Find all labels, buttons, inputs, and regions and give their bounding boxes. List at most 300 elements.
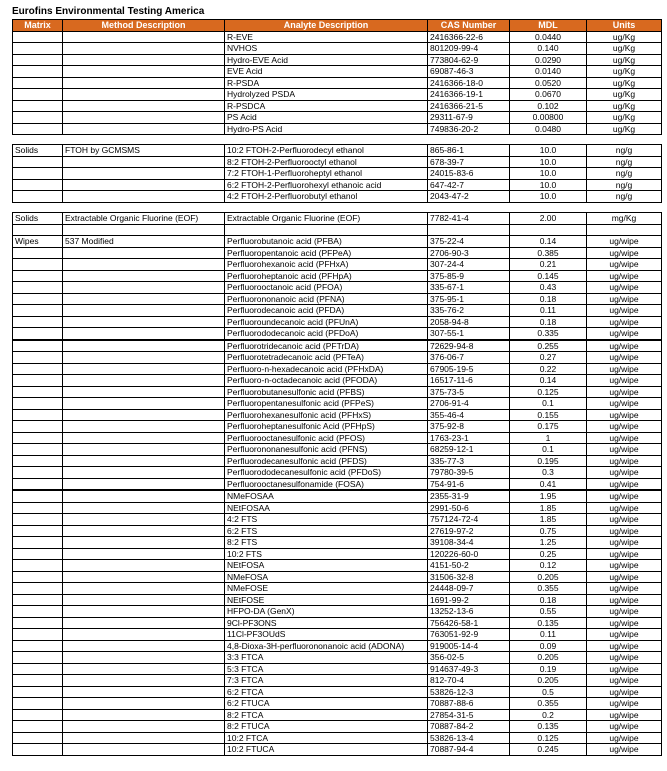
cas-cell: 355-46-4 [428,409,510,421]
cas-cell: 72629-94-8 [428,340,510,352]
analyte-cell: Perfluoroundecanoic acid (PFUnA) [225,316,428,328]
method-cell [63,571,225,583]
cas-cell: 754-91-6 [428,478,510,490]
method-cell [63,640,225,652]
table-row [13,398,662,410]
units-cell: ug/Kg [587,31,662,43]
mdl-cell: 0.22 [510,363,587,375]
cas-cell: 757124-72-4 [428,514,510,526]
table-row [13,721,662,733]
cas-cell: 4151-50-2 [428,560,510,572]
units-cell: ug/Kg [587,66,662,78]
cas-cell: 375-95-1 [428,293,510,305]
method-cell [63,721,225,733]
table-row [13,191,662,203]
method-cell [63,398,225,410]
matrix-cell [13,525,63,537]
matrix-cell [13,455,63,467]
matrix-cell: Solids [13,145,63,157]
mdl-cell: 0.09 [510,640,587,652]
units-cell: ug/wipe [587,305,662,317]
analyte-cell: 10:2 FTOH-2-Perfluorodecyl ethanol [225,145,428,157]
mdl-cell: 0.25 [510,548,587,560]
analyte-table-section-2 [12,144,662,203]
mdl-cell: 0.14 [510,375,587,387]
table-header-row [13,20,662,32]
matrix-cell [13,398,63,410]
method-cell [63,478,225,490]
mdl-cell: 0.145 [510,270,587,282]
units-cell: ug/wipe [587,236,662,248]
cas-cell: 67905-19-5 [428,363,510,375]
mdl-cell: 0.0520 [510,77,587,89]
method-cell [63,43,225,55]
table-row [13,514,662,526]
analyte-cell: Hydro-PS Acid [225,123,428,135]
units-cell: ug/wipe [587,606,662,618]
analyte-cell: Perfluorotridecanoic acid (PFTrDA) [225,340,428,352]
matrix-cell: Wipes [13,236,63,248]
mdl-cell [510,224,587,236]
table-row [13,112,662,124]
units-cell: ug/wipe [587,548,662,560]
cas-cell: 678-39-7 [428,156,510,168]
units-cell: ug/wipe [587,259,662,271]
cas-cell: 375-92-8 [428,421,510,433]
units-cell: ug/wipe [587,282,662,294]
table-row [13,305,662,317]
method-cell [63,502,225,514]
method-cell: FTOH by GCMSMS [63,145,225,157]
matrix-cell [13,617,63,629]
cas-cell: 2043-47-2 [428,191,510,203]
matrix-cell [13,168,63,180]
method-cell [63,525,225,537]
matrix-cell [13,629,63,641]
mdl-cell: 0.205 [510,675,587,687]
cas-cell: 120226-60-0 [428,548,510,560]
units-cell: ug/wipe [587,571,662,583]
units-cell: ug/wipe [587,328,662,340]
mdl-cell: 0.335 [510,328,587,340]
matrix-cell [13,293,63,305]
mdl-cell: 0.355 [510,698,587,710]
header-units: Units [587,20,662,32]
method-cell [63,270,225,282]
cas-cell: 1763-23-1 [428,432,510,444]
cas-cell: 919005-14-4 [428,640,510,652]
analyte-cell: Hydro-EVE Acid [225,54,428,66]
matrix-cell [13,652,63,664]
method-cell [63,77,225,89]
matrix-cell [13,328,63,340]
cas-cell: 749836-20-2 [428,123,510,135]
units-cell: ug/wipe [587,340,662,352]
mdl-cell: 0.11 [510,305,587,317]
analyte-cell: 4:2 FTOH-2-Perfluorobutyl ethanol [225,191,428,203]
matrix-cell [13,191,63,203]
mdl-cell: 0.21 [510,259,587,271]
cas-cell: 2355-31-9 [428,490,510,502]
mdl-cell: 0.385 [510,247,587,259]
matrix-cell [13,514,63,526]
method-cell [63,606,225,618]
mdl-cell: 1.85 [510,502,587,514]
method-cell [63,652,225,664]
cas-cell: 2416366-21-5 [428,100,510,112]
matrix-cell [13,421,63,433]
mdl-cell: 0.245 [510,744,587,756]
analyte-cell: 7:2 FTOH-1-Perfluoroheptyl ethanol [225,168,428,180]
analyte-cell [225,224,428,236]
table-row [13,444,662,456]
matrix-cell [13,537,63,549]
units-cell: ug/wipe [587,629,662,641]
method-cell [63,328,225,340]
matrix-cell [13,709,63,721]
cas-cell: 2058-94-8 [428,316,510,328]
mdl-cell: 0.0290 [510,54,587,66]
method-cell [63,709,225,721]
analyte-cell: 8:2 FTS [225,537,428,549]
method-cell [63,112,225,124]
method-cell [63,490,225,502]
table-row [13,236,662,248]
method-cell [63,514,225,526]
analyte-cell: NVHOS [225,43,428,55]
units-cell: ug/wipe [587,732,662,744]
cas-cell: 375-73-5 [428,386,510,398]
method-cell [63,537,225,549]
table-row [13,31,662,43]
analyte-cell: Perfluoropentanesulfonic acid (PFPeS) [225,398,428,410]
analyte-cell: 4,8-Dioxa-3H-perfluorononanoic acid (ADONA) [225,640,428,652]
cas-cell: 16517-11-6 [428,375,510,387]
mdl-cell: 0.1 [510,444,587,456]
units-cell: ug/wipe [587,467,662,479]
units-cell: ug/wipe [587,352,662,364]
method-cell [63,444,225,456]
units-cell: ug/wipe [587,744,662,756]
cas-cell: 24015-83-6 [428,168,510,180]
matrix-cell [13,560,63,572]
matrix-cell [13,490,63,502]
mdl-cell: 0.0480 [510,123,587,135]
matrix-cell [13,409,63,421]
units-cell [587,224,662,236]
matrix-cell [13,247,63,259]
matrix-cell [13,112,63,124]
header-method-description: Method Description [63,20,225,32]
table-row [13,213,662,225]
method-cell [63,89,225,101]
analyte-cell: NEtFOSE [225,594,428,606]
table-row [13,583,662,595]
cas-cell: 27854-31-5 [428,709,510,721]
analyte-cell: NEtFOSA [225,560,428,572]
analyte-cell: 10:2 FTS [225,548,428,560]
mdl-cell: 0.135 [510,617,587,629]
method-cell [63,247,225,259]
units-cell: ug/Kg [587,100,662,112]
table-row [13,560,662,572]
matrix-cell [13,698,63,710]
table-row [13,43,662,55]
units-cell: ug/wipe [587,721,662,733]
analyte-cell: 6:2 FTOH-2-Perfluorohexyl ethanoic acid [225,179,428,191]
matrix-cell [13,352,63,364]
analyte-cell: Perfluoro-n-octadecanoic acid (PFODA) [225,375,428,387]
units-cell: ng/g [587,179,662,191]
method-cell [63,305,225,317]
analyte-cell: 7:3 FTCA [225,675,428,687]
units-cell: ug/wipe [587,293,662,305]
analyte-cell: NMeFOSA [225,571,428,583]
cas-cell [428,224,510,236]
table-row [13,282,662,294]
method-cell [63,560,225,572]
cas-cell: 2706-91-4 [428,398,510,410]
method-cell [63,594,225,606]
mdl-cell: 0.2 [510,709,587,721]
cas-cell: 79780-39-5 [428,467,510,479]
method-cell [63,54,225,66]
mdl-cell: 0.3 [510,467,587,479]
matrix-cell [13,732,63,744]
mdl-cell: 0.18 [510,293,587,305]
table-row [13,259,662,271]
table-row [13,168,662,180]
method-cell [63,663,225,675]
method-cell [63,340,225,352]
mdl-cell: 0.75 [510,525,587,537]
mdl-cell: 10.0 [510,179,587,191]
cas-cell: 763051-92-9 [428,629,510,641]
units-cell: ug/wipe [587,686,662,698]
header-mdl: MDL [510,20,587,32]
matrix-cell [13,467,63,479]
matrix-cell [13,721,63,733]
table-row [13,156,662,168]
matrix-cell [13,502,63,514]
analyte-cell: 6:2 FTS [225,525,428,537]
table-row [13,352,662,364]
matrix-cell [13,100,63,112]
analyte-cell: 10:2 FTCA [225,732,428,744]
cas-cell: 2706-90-3 [428,247,510,259]
analyte-cell: Perfluorononanesulfonic acid (PFNS) [225,444,428,456]
method-cell [63,432,225,444]
mdl-cell: 0.125 [510,732,587,744]
method-cell [63,617,225,629]
units-cell: ug/wipe [587,375,662,387]
units-cell: ug/Kg [587,43,662,55]
cas-cell: 2416366-19-1 [428,89,510,101]
analyte-cell: 9Cl-PF3ONS [225,617,428,629]
table-row [13,571,662,583]
cas-cell: 375-22-4 [428,236,510,248]
cas-cell: 7782-41-4 [428,213,510,225]
method-cell [63,386,225,398]
table-row [13,548,662,560]
table-row [13,432,662,444]
mdl-cell: 0.102 [510,100,587,112]
mdl-cell: 0.205 [510,652,587,664]
table-row [13,467,662,479]
mdl-cell: 0.0670 [510,89,587,101]
table-row [13,66,662,78]
mdl-cell: 0.0440 [510,31,587,43]
units-cell: ug/wipe [587,502,662,514]
mdl-cell: 0.11 [510,629,587,641]
units-cell: ug/wipe [587,583,662,595]
cas-cell: 68259-12-1 [428,444,510,456]
mdl-cell: 10.0 [510,168,587,180]
mdl-cell: 0.135 [510,721,587,733]
table-row [13,77,662,89]
matrix-cell: Solids [13,213,63,225]
cas-cell: 335-77-3 [428,455,510,467]
matrix-cell [13,224,63,236]
table-row [13,675,662,687]
table-row [13,375,662,387]
analyte-cell: 6:2 FTCA [225,686,428,698]
matrix-cell [13,675,63,687]
table-row [13,663,662,675]
units-cell: ug/wipe [587,594,662,606]
mdl-cell: 0.14 [510,236,587,248]
analyte-cell: Perfluorodecanesulfonic acid (PFDS) [225,455,428,467]
units-cell: ug/wipe [587,316,662,328]
table-row [13,293,662,305]
method-cell [63,156,225,168]
units-cell: ug/wipe [587,444,662,456]
table-row [13,340,662,352]
table-row [13,490,662,502]
analyte-cell: 3:3 FTCA [225,652,428,664]
units-cell: ug/wipe [587,698,662,710]
method-cell [63,421,225,433]
table-row [13,594,662,606]
mdl-cell: 0.43 [510,282,587,294]
matrix-cell [13,340,63,352]
analyte-cell: Perfluorooctanesulfonamide (FOSA) [225,478,428,490]
matrix-cell [13,54,63,66]
cas-cell: 356-02-5 [428,652,510,664]
cas-cell: 70887-84-2 [428,721,510,733]
cas-cell: 29311-67-9 [428,112,510,124]
mdl-cell: 0.1 [510,398,587,410]
method-cell [63,675,225,687]
analyte-cell: 6:2 FTUCA [225,698,428,710]
units-cell: ug/wipe [587,490,662,502]
table-row [13,525,662,537]
method-cell [63,293,225,305]
analyte-cell: Perfluoroheptanesulfonic Acid (PFHpS) [225,421,428,433]
matrix-cell [13,259,63,271]
header-analyte-description: Analyte Description [225,20,428,32]
mdl-cell: 1.85 [510,514,587,526]
table-row [13,744,662,756]
header-cas-number: CAS Number [428,20,510,32]
method-cell [63,744,225,756]
method-cell [63,282,225,294]
matrix-cell [13,663,63,675]
matrix-cell [13,43,63,55]
mdl-cell: 0.125 [510,386,587,398]
cas-cell: 647-42-7 [428,179,510,191]
matrix-cell [13,270,63,282]
cas-cell: 39108-34-4 [428,537,510,549]
table-row [13,606,662,618]
mdl-cell: 0.155 [510,409,587,421]
cas-cell: 13252-13-6 [428,606,510,618]
table-row [13,270,662,282]
table-row [13,698,662,710]
analyte-cell: EVE Acid [225,66,428,78]
cas-cell: 70887-94-4 [428,744,510,756]
analyte-cell: Extractable Organic Fluorine (EOF) [225,213,428,225]
matrix-cell [13,478,63,490]
analyte-cell: Perfluoropentanoic acid (PFPeA) [225,247,428,259]
method-cell [63,259,225,271]
units-cell: ug/wipe [587,663,662,675]
table-row [13,686,662,698]
units-cell: ug/Kg [587,89,662,101]
units-cell: ug/Kg [587,123,662,135]
matrix-cell [13,444,63,456]
matrix-cell [13,744,63,756]
method-cell [63,352,225,364]
analyte-cell: Perfluorobutanesulfonic acid (PFBS) [225,386,428,398]
units-cell: ug/Kg [587,112,662,124]
analyte-cell: Perfluorohexanesulfonic acid (PFHxS) [225,409,428,421]
method-cell: 537 Modified [63,236,225,248]
analyte-cell: 4:2 FTS [225,514,428,526]
document-title: Eurofins Environmental Testing America [12,6,205,17]
units-cell: ug/wipe [587,386,662,398]
mdl-cell: 10.0 [510,145,587,157]
units-cell: ug/wipe [587,652,662,664]
matrix-cell [13,606,63,618]
analyte-cell: 11Cl-PF3OUdS [225,629,428,641]
analyte-cell: Perfluorononanoic acid (PFNA) [225,293,428,305]
units-cell: ug/wipe [587,525,662,537]
mdl-cell: 0.255 [510,340,587,352]
analyte-cell: 8:2 FTCA [225,709,428,721]
units-cell: ug/wipe [587,421,662,433]
mdl-cell: 0.0140 [510,66,587,78]
units-cell: ug/wipe [587,432,662,444]
table-row [13,179,662,191]
table-row [13,89,662,101]
cas-cell: 756426-58-1 [428,617,510,629]
cas-cell: 335-76-2 [428,305,510,317]
table-row [13,224,662,236]
matrix-cell [13,640,63,652]
units-cell: ng/g [587,145,662,157]
table-row [13,328,662,340]
units-cell: ng/g [587,156,662,168]
mdl-cell: 0.18 [510,594,587,606]
cas-cell: 53826-13-4 [428,732,510,744]
table-row [13,145,662,157]
units-cell: ug/wipe [587,247,662,259]
mdl-cell: 10.0 [510,191,587,203]
mdl-cell: 0.175 [510,421,587,433]
table-row [13,386,662,398]
method-cell [63,100,225,112]
